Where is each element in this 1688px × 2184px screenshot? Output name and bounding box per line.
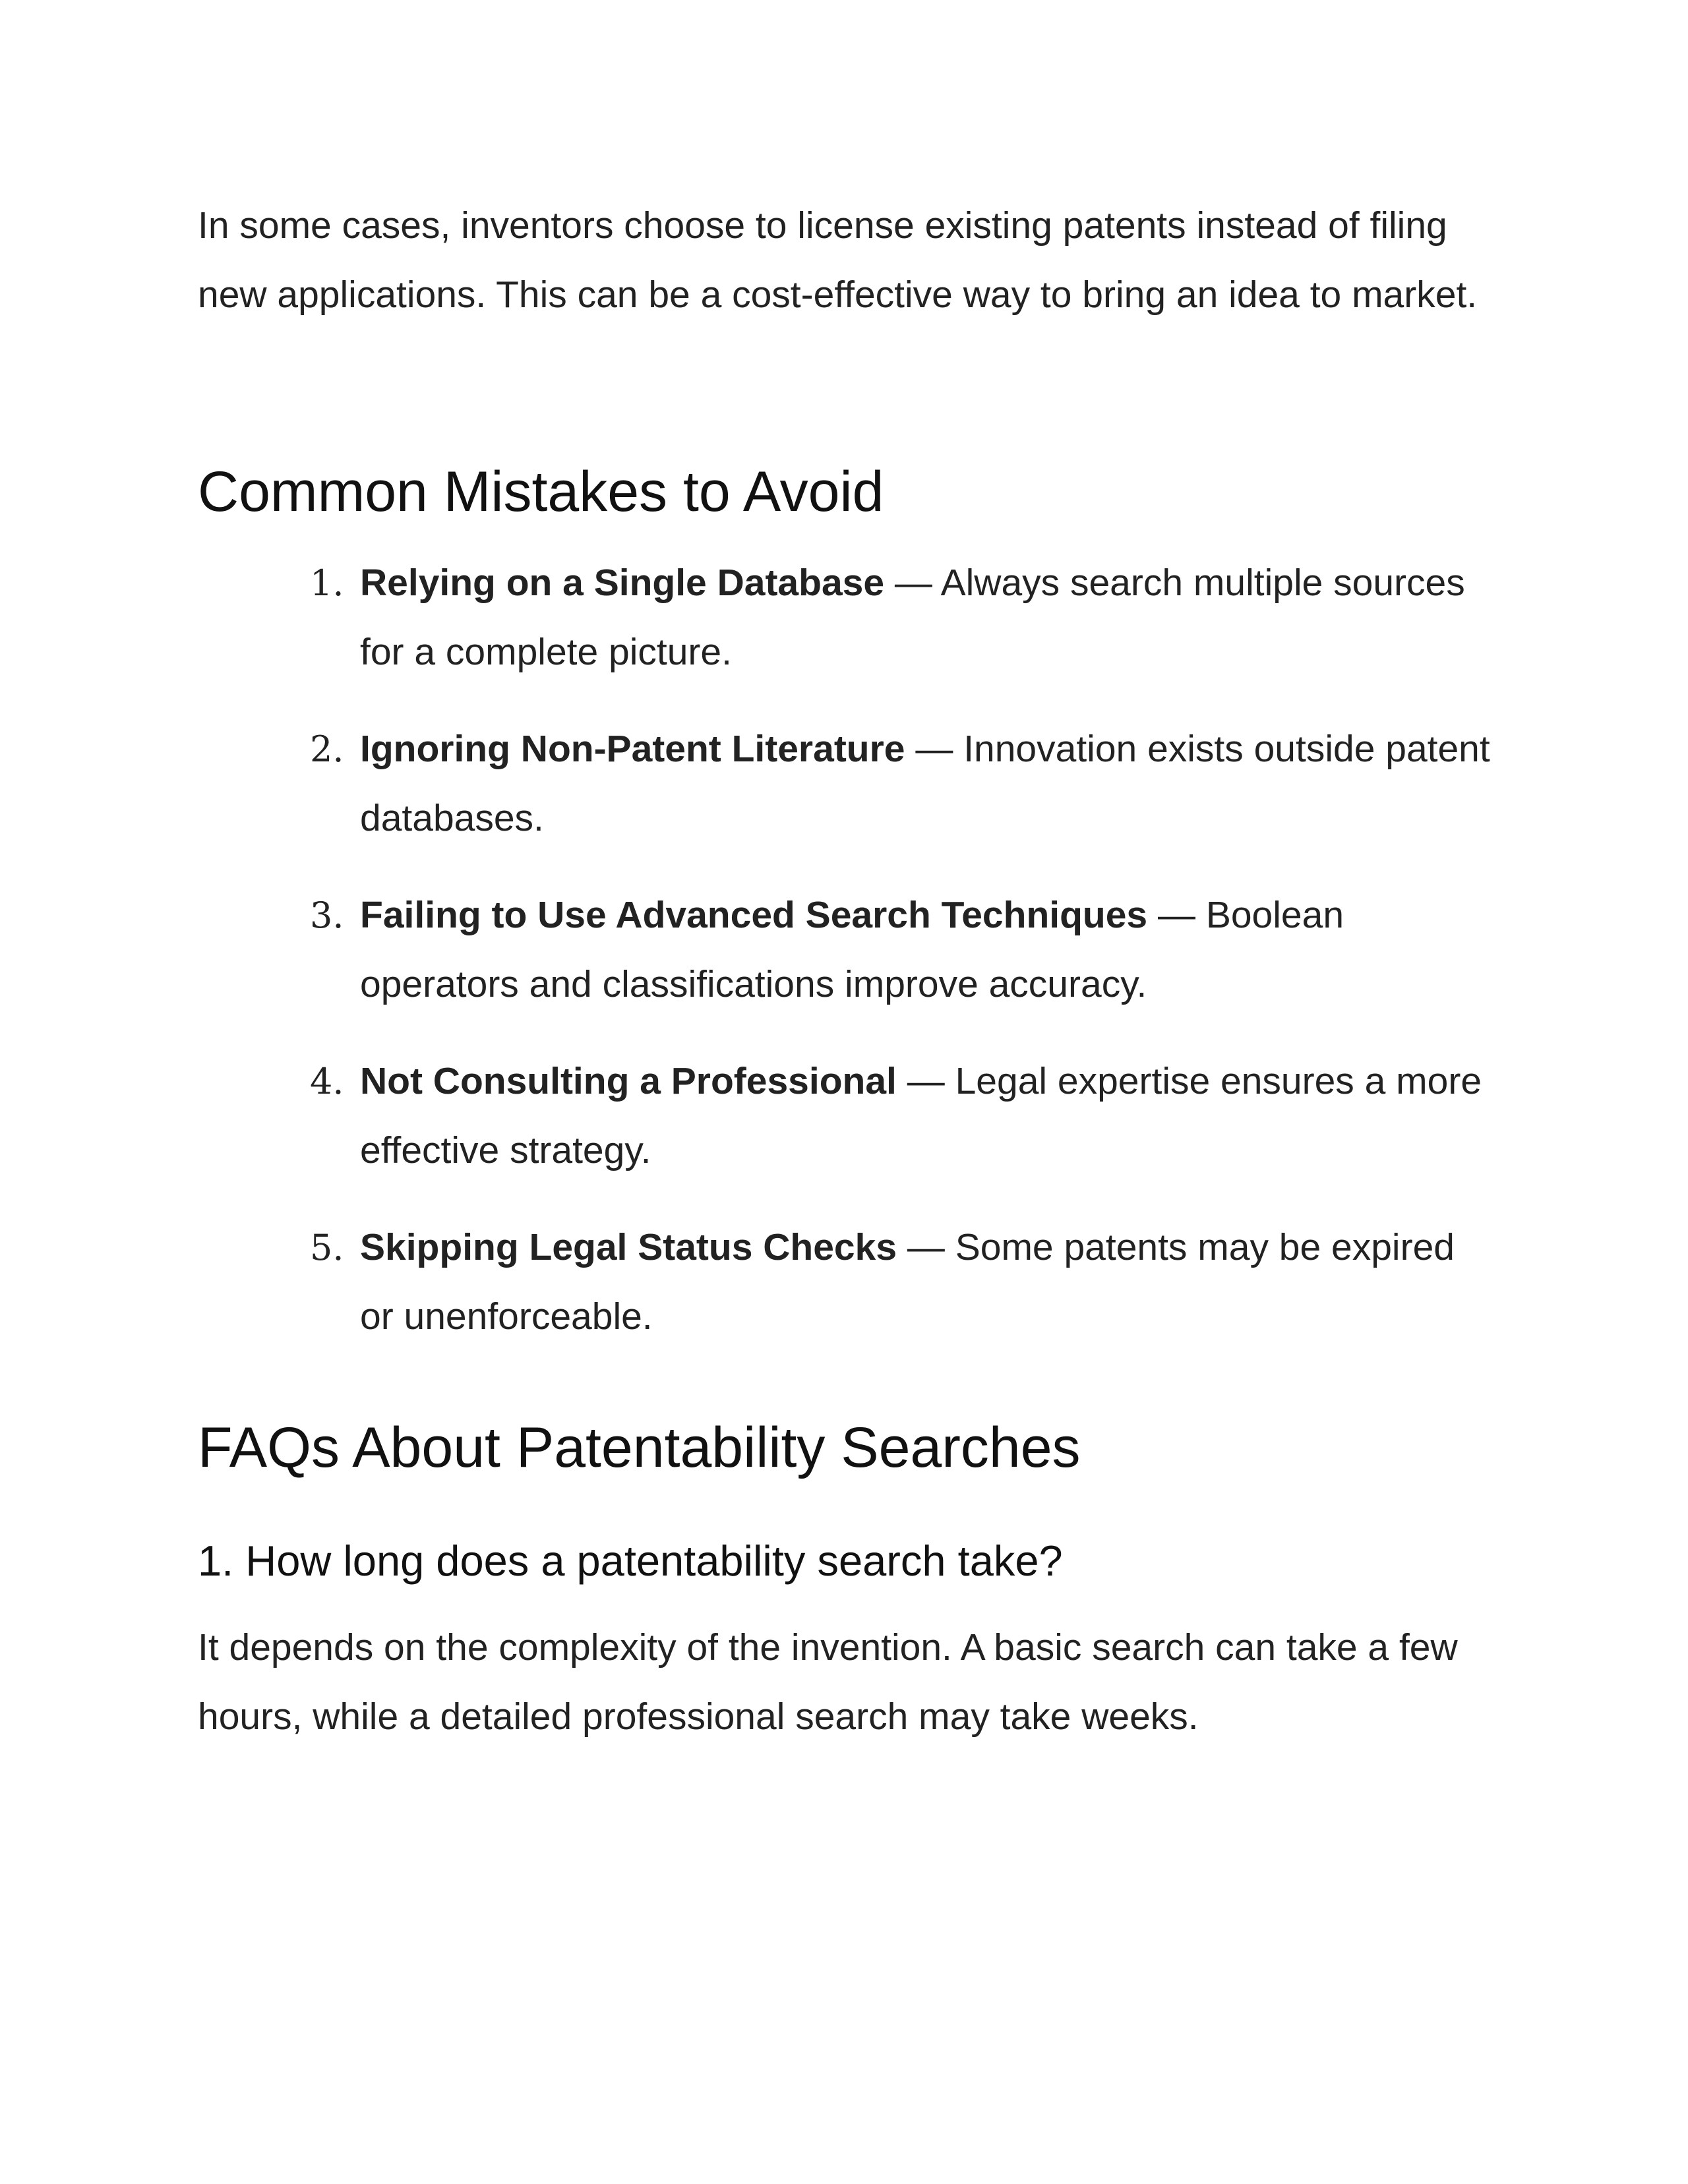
- list-item-description: Legal expertise ensures a more effective strategy.: [360, 1060, 1482, 1171]
- list-item-description: Always search multiple sources for a complete picture.: [360, 562, 1465, 673]
- list-item-number: 5.: [310, 1227, 344, 1268]
- list-item-dash: —: [905, 728, 964, 770]
- faq-answer-1: It depends on the complexity of the invention. A basic search can take a few hours, while a detailed professional search may take weeks.: [198, 1626, 1458, 1738]
- list-item-term: Not Consulting a Professional: [360, 1060, 897, 1102]
- list-item: [198, 1213, 1490, 1351]
- list-item-number: 1.: [310, 562, 344, 604]
- list-item-term: Ignoring Non-Patent Literature: [360, 728, 905, 770]
- list-item-description: Some patents may be expired or unenforceable.: [360, 1226, 1455, 1338]
- list-item-description: Boolean operators and classifications improve accuracy.: [360, 894, 1344, 1005]
- faqs-heading: FAQs About Patentability Searches: [198, 1416, 1081, 1479]
- list-item-dash: —: [897, 1226, 955, 1268]
- list-item-dash: —: [884, 562, 941, 604]
- list-item: [198, 1047, 1490, 1185]
- list-item-dash: —: [1147, 894, 1206, 936]
- list-item-number: 4.: [310, 1061, 344, 1102]
- list-item: [198, 881, 1490, 1019]
- list-item: [198, 548, 1490, 687]
- list-item-dash: —: [896, 1060, 955, 1102]
- list-item-number: 3.: [310, 895, 344, 936]
- list-item-term: Skipping Legal Status Checks: [360, 1226, 897, 1268]
- intro-paragraph: In some cases, inventors choose to license existing patents instead of filing new applications. This can be a cost-effective way to bring an idea to market.: [198, 204, 1478, 316]
- list-item-term: Failing to Use Advanced Search Techniques: [360, 894, 1148, 936]
- list-item-description: Innovation exists outside patent databases.: [360, 728, 1490, 839]
- mistakes-heading: Common Mistakes to Avoid: [198, 460, 884, 523]
- list-item-term: Relying on a Single Database: [360, 562, 885, 604]
- mistakes-list: [198, 548, 1490, 1379]
- list-item-number: 2.: [310, 728, 344, 770]
- list-item: [198, 715, 1490, 853]
- faq-question-1: 1. How long does a patentability search take?: [198, 1537, 1063, 1585]
